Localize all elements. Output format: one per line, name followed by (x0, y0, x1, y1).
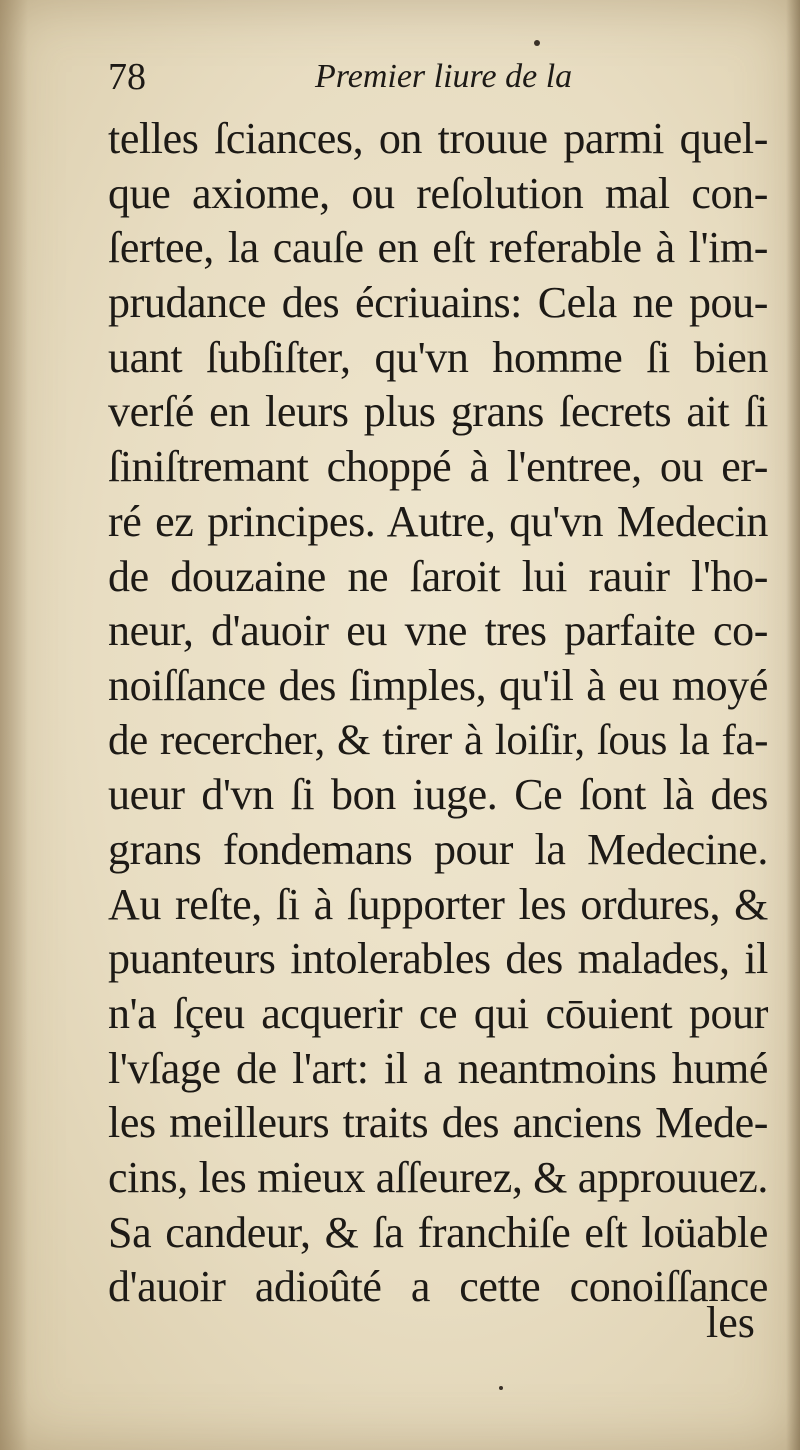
running-head: Premier liure de la (315, 58, 573, 95)
text-line: d'auoir adioûté a cette conoiſſance (108, 1262, 768, 1312)
body-text (108, 112, 768, 1315)
text-line: ré ez principes. Autre, qu'vn Medecin (108, 496, 768, 546)
page-number: 78 (108, 56, 146, 98)
text-line: l'vſage de l'art: il a neantmoins humé (108, 1043, 768, 1093)
ink-speck (534, 40, 540, 46)
text-line: ueur d'vn ſi bon iuge. Ce ſont là des (108, 770, 768, 820)
text-line: ſertee, la cauſe en eſt referable à l'im- (108, 223, 768, 273)
text-line: neur, d'auoir eu vne tres parfaite co- (108, 606, 768, 656)
page-header (108, 52, 758, 102)
text-line: que axiome, ou reſolution mal con- (108, 168, 768, 218)
catchword: les (706, 1298, 755, 1347)
text-line: noiſſance des ſimples, qu'il à eu moyé (108, 660, 768, 710)
ink-speck (499, 1386, 503, 1390)
text-line: de douzaine ne ſaroit lui rauir l'ho- (108, 551, 768, 601)
text-line: prudance des écriuains: Cela ne pou- (108, 278, 768, 328)
page-shadow-right (786, 0, 800, 1450)
text-line: Sa candeur, & ſa franchiſe eſt loüable (108, 1207, 768, 1257)
text-line: verſé en leurs plus grans ſecrets ait ſi (108, 387, 768, 437)
text-line: Au reſte, ſi à ſupporter les ordures, & (108, 879, 768, 929)
text-line: ſiniſtremant choppé à l'entree, ou er- (108, 442, 768, 492)
text-line: uant ſubſiſter, qu'vn homme ſi bien (108, 332, 768, 382)
text-line: de recercher, & tirer à loiſir, ſous la fa- (108, 716, 768, 764)
text-line: cins, les mieux aſſeurez, & approuuez. (108, 1153, 768, 1203)
text-line: puanteurs intolerables des malades, il (108, 934, 768, 984)
page-shadow-left (0, 0, 28, 1450)
text-line: telles ſciances, on trouue parmi quel- (108, 114, 768, 163)
text-line: grans fondemans pour la Medecine. (108, 824, 768, 874)
text-line: les meilleurs traits des anciens Mede- (108, 1098, 768, 1148)
text-line: n'a ſçeu acquerir ce qui cōuient pour (108, 989, 768, 1038)
